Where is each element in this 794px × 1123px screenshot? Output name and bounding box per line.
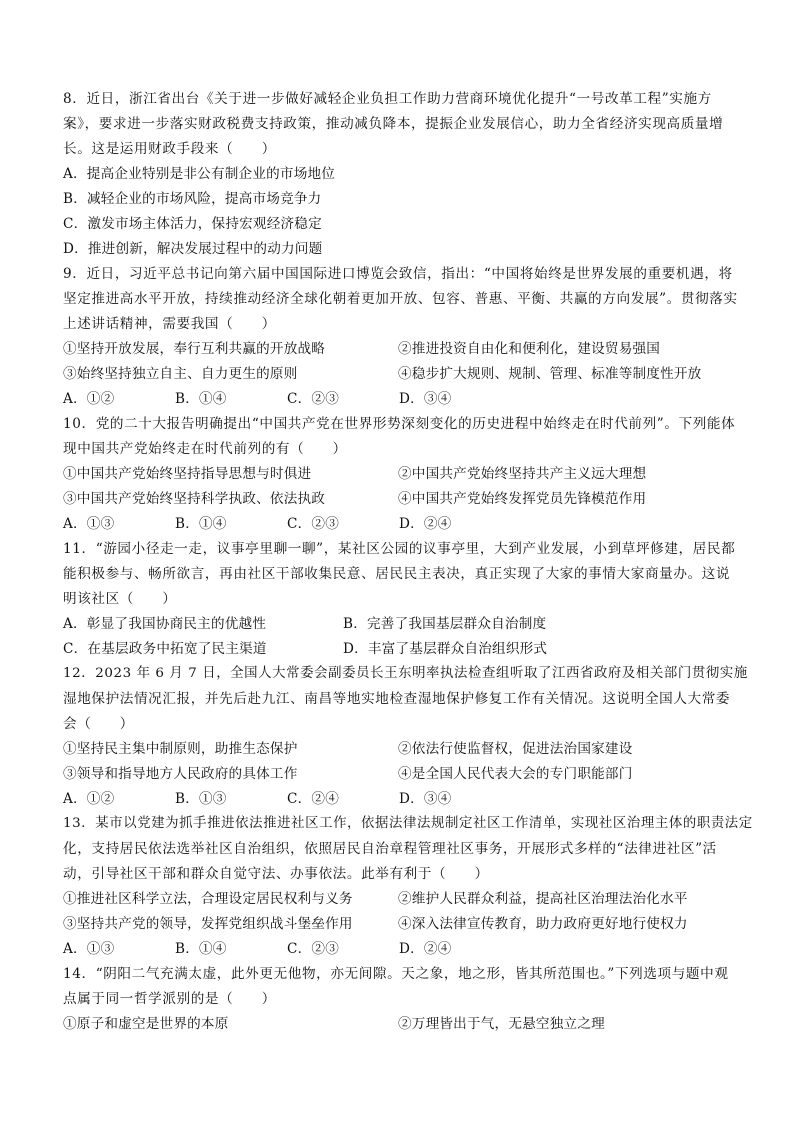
q12-item-2: ②依法行使监督权，促进法治国家建设 [398,741,633,757]
q9-stem-line2: 坚定推进高水平开放，持续推动经济全球化朝着更加开放、包容、普惠、平衡、共赢的方向发展”。贯彻落实 [63,291,738,307]
q9-item-2: ②推进投资自由化和便利化，建设贸易强国 [398,341,661,357]
q13-stem-line2: 化，支持居民依法选举社区自治组织，依照居民自治章程管理社区事务，开展形式多样的“法律进社区”活 [63,841,717,857]
q14-stem-line2: 点属于同一哲学派别的是（ ） [63,991,276,1007]
q9-choice-c: C．②③ [287,391,339,407]
q13-stem-line1: 13．某市以党建为抓手推进依法推进社区工作，依据法律法规制定社区工作清单，实现社区治理主体的职责法定 [63,816,753,831]
q9-item-1: ①坚持开放发展，奉行互利共赢的开放战略 [63,341,326,357]
q10-item-4: ④中国共产党始终发挥党员先锋模范作用 [398,491,647,507]
q12-choice-c: C．②④ [287,791,339,807]
q14-item-2: ②万理皆出于气，无悬空独立之理 [398,1016,605,1032]
q13-choice-a: A．①③ [63,941,115,957]
q10-choice-c: C．②③ [287,516,339,532]
q8-option-d: D．推进创新，解决发展过程中的动力问题 [63,241,323,257]
q9-choice-b: B．①④ [175,391,227,407]
q10-stem-line2: 现中国共产党始终走在时代前列的有（ ） [63,441,347,457]
q14-stem-line1: 14．“阴阳二气充满太虚，此外更无他物，亦无间隙。天之象，地之形，皆其所范围也。”下列选项与题中观 [63,966,729,982]
q8-stem-line2: 案》，要求进一步落实财政税费支持政策，推动减负降本，提振企业发展信心，助力全省经济实现高质量增 [63,116,724,132]
q11-stem-line2: 能积极参与、畅所欲言，再由社区干部收集民意、居民民主表决，真正实现了大家的事情大家商量办。这说 [63,566,731,582]
q11-stem-line1: 11．“游园小径走一走，议事亭里聊一聊”，某社区公园的议事亭里，大到产业发展，小到草坪修建，居民都 [63,541,736,557]
q9-choice-d: D．③④ [399,391,452,407]
q10-stem-line1: 10．党的二十大报告明确提出“中国共产党在世界形势深刻变化的历史进程中始终走在时代前列”。下列能体 [63,416,736,432]
q13-item-2: ②维护人民群众利益，提高社区治理法治化水平 [398,891,688,907]
q12-stem-line1: 12．2023 年 6 月 7 日，全国人大常委会副委员长王东明率执法检查组听取了江西省政府及相关部门贯彻实施 [63,666,748,681]
q8-stem-line3: 长。这是运用财政手段来（ ） [63,141,276,157]
q13-choice-b: B．①④ [175,941,227,957]
q13-item-3: ③坚持共产党的领导，发挥党组织战斗堡垒作用 [63,916,353,932]
q12-stem-line3: 会（ ） [63,716,134,732]
q11-option-d: D．丰富了基层群众自治组织形式 [343,641,548,657]
q11-stem-line3: 明该社区（ ） [63,591,177,607]
q9-item-3: ③始终坚持独立自主、自力更生的原则 [63,366,298,382]
q12-item-3: ③领导和指导地方人民政府的具体工作 [63,766,298,782]
q12-choice-d: D．③④ [399,791,452,807]
q12-item-4: ④是全国人民代表大会的专门职能部门 [398,766,633,782]
q13-choice-c: C．②③ [287,941,339,957]
q11-option-a: A．彰显了我国协商民主的优越性 [63,616,267,632]
q12-choice-a: A．①② [63,791,115,807]
q9-choice-a: A．①② [63,391,115,407]
q14-item-1: ①原子和虚空是世界的本原 [63,1016,229,1032]
q8-stem-line1: 8．近日，浙江省出台《关于进一步做好减轻企业负担工作助力营商环境优化提升“一号改革工程”实施方 [63,91,712,107]
q13-item-4: ④深入法律宣传教育，助力政府更好地行使权力 [398,916,688,932]
q12-choice-b: B．①③ [175,791,227,807]
q12-stem-line2: 湿地保护法情况汇报，并先后赴九江、南昌等地实地检查湿地保护修复工作有关情况。这说明全国人大常委 [63,691,731,707]
q10-item-1: ①中国共产党始终坚持指导思想与时俱进 [63,466,312,482]
q9-stem-line1: 9．近日，习近平总书记向第六届中国国际进口博览会致信，指出：“中国将始终是世界发展的重要机遇，将 [63,266,733,282]
q8-option-c: C．激发市场主体活力，保持宏观经济稳定 [63,216,322,232]
q13-stem-line3: 动，引导社区干部和群众自觉守法、办事依法。此举有利于（ ） [63,866,489,882]
q8-option-a: A．提高企业特别是非公有制企业的市场地位 [63,166,336,182]
q10-choice-b: B．①④ [175,516,227,532]
q11-option-c: C．在基层政务中拓宽了民主渠道 [63,641,267,657]
q10-choice-a: A．①③ [63,516,115,532]
q12-item-1: ①坚持民主集中制原则，助推生态保护 [63,741,298,757]
q13-choice-d: D．②④ [399,941,452,957]
q10-item-2: ②中国共产党始终坚持共产主义远大理想 [398,466,647,482]
q9-item-4: ④稳步扩大规则、规制、管理、标准等制度性开放 [398,366,702,382]
q10-item-3: ③中国共产党始终坚持科学执政、依法执政 [63,491,326,507]
q8-option-b: B．减轻企业的市场风险，提高市场竞争力 [63,191,322,207]
q9-stem-line3: 上述讲话精神，需要我国（ ） [63,316,276,332]
q13-item-1: ①推进社区科学立法，合理设定居民权利与义务 [63,891,353,907]
q11-option-b: B．完善了我国基层群众自治制度 [343,616,547,632]
q10-choice-d: D．②④ [399,516,452,532]
